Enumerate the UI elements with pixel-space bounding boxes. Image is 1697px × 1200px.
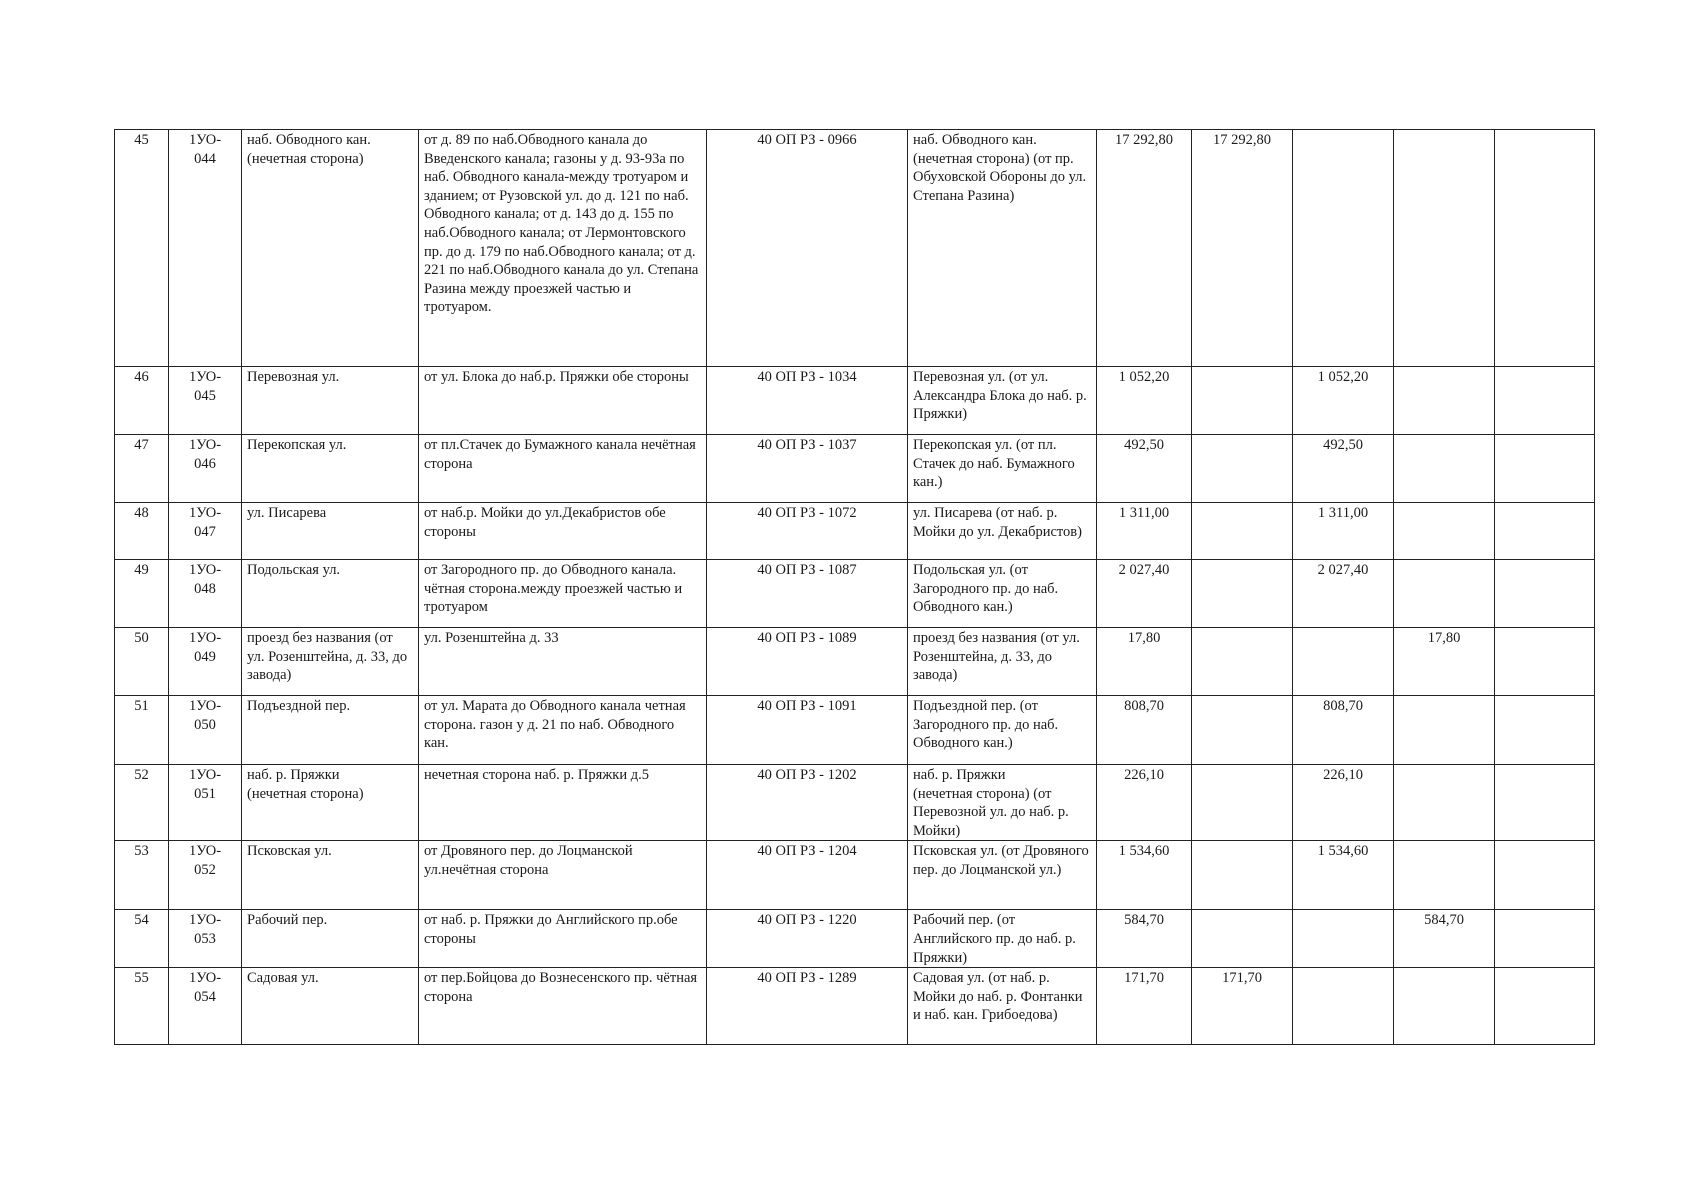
area-category-2-cell: 226,10	[1293, 765, 1394, 841]
table-row	[115, 696, 1595, 765]
registry-number-cell: 40 ОП РЗ - 1220	[707, 910, 908, 968]
area-category-3-cell: 17,80	[1394, 628, 1495, 696]
location-description-cell: от Дровяного пер. до Лоцманской ул.нечётная сторона	[419, 841, 707, 910]
total-area-cell: 17,80	[1097, 628, 1192, 696]
row-number-cell: 51	[115, 696, 169, 765]
area-category-4-cell	[1495, 696, 1595, 765]
total-area-cell: 1 534,60	[1097, 841, 1192, 910]
location-description-cell: нечетная сторона наб. р. Пряжки д.5	[419, 765, 707, 841]
registry-number-cell: 40 ОП РЗ - 1034	[707, 367, 908, 435]
object-code-cell: 1УО- 044	[169, 130, 242, 367]
table-row	[115, 968, 1595, 1045]
area-category-4-cell	[1495, 435, 1595, 503]
object-code-cell: 1УО- 049	[169, 628, 242, 696]
area-category-3-cell	[1394, 968, 1495, 1045]
location-description-cell: от д. 89 по наб.Обводного канала до Введенского канала; газоны у д. 93-93а по наб. Обводного канала-между тротуаром и зданием; от Рузовской ул. до д. 121 по наб. Обводного канала; от д. 143 до д. 155 по наб.Обводного канала; от Лермонтовского пр. до д. 179 по наб.Обводного канала; от д. 221 по наб.Обводного канала до ул. Степана Разина между проезжей частью и тротуаром.	[419, 130, 707, 367]
area-category-4-cell	[1495, 367, 1595, 435]
area-category-1-cell	[1192, 628, 1293, 696]
registry-name-cell: наб. Обводного кан. (нечетная сторона) (от пр. Обуховской Обороны до ул. Степана Разина)	[908, 130, 1097, 367]
registry-name-cell: Псковская ул. (от Дровяного пер. до Лоцманской ул.)	[908, 841, 1097, 910]
area-category-1-cell	[1192, 435, 1293, 503]
row-number-cell: 47	[115, 435, 169, 503]
total-area-cell: 171,70	[1097, 968, 1192, 1045]
object-name-cell: Подольская ул.	[242, 560, 419, 628]
object-name-cell: наб. Обводного кан. (нечетная сторона)	[242, 130, 419, 367]
total-area-cell: 492,50	[1097, 435, 1192, 503]
table-row	[115, 435, 1595, 503]
row-number-cell: 45	[115, 130, 169, 367]
total-area-cell: 1 052,20	[1097, 367, 1192, 435]
area-category-1-cell	[1192, 503, 1293, 560]
object-code-cell: 1УО- 050	[169, 696, 242, 765]
object-name-cell: Подъездной пер.	[242, 696, 419, 765]
object-name-cell: ул. Писарева	[242, 503, 419, 560]
location-description-cell: ул. Розенштейна д. 33	[419, 628, 707, 696]
area-category-4-cell	[1495, 628, 1595, 696]
area-category-1-cell	[1192, 367, 1293, 435]
area-category-1-cell	[1192, 765, 1293, 841]
area-category-3-cell	[1394, 130, 1495, 367]
location-description-cell: от наб.р. Мойки до ул.Декабристов обе стороны	[419, 503, 707, 560]
registry-name-cell: Подольская ул. (от Загородного пр. до наб. Обводного кан.)	[908, 560, 1097, 628]
area-category-2-cell	[1293, 968, 1394, 1045]
registry-name-cell: Садовая ул. (от наб. р. Мойки до наб. р. Фонтанки и наб. кан. Грибоедова)	[908, 968, 1097, 1045]
row-number-cell: 52	[115, 765, 169, 841]
area-category-2-cell	[1293, 628, 1394, 696]
registry-number-cell: 40 ОП РЗ - 1204	[707, 841, 908, 910]
area-category-1-cell	[1192, 910, 1293, 968]
row-number-cell: 48	[115, 503, 169, 560]
table-row	[115, 910, 1595, 968]
greenery-table	[114, 129, 1595, 1045]
object-name-cell: Перевозная ул.	[242, 367, 419, 435]
registry-name-cell: проезд без названия (от ул. Розенштейна, д. 33, до завода)	[908, 628, 1097, 696]
object-name-cell: Садовая ул.	[242, 968, 419, 1045]
object-name-cell: Рабочий пер.	[242, 910, 419, 968]
area-category-3-cell	[1394, 435, 1495, 503]
location-description-cell: от пл.Стачек до Бумажного канала нечётная сторона	[419, 435, 707, 503]
object-code-cell: 1УО- 045	[169, 367, 242, 435]
registry-name-cell: Перекопская ул. (от пл. Стачек до наб. Бумажного кан.)	[908, 435, 1097, 503]
area-category-4-cell	[1495, 841, 1595, 910]
area-category-2-cell: 1 534,60	[1293, 841, 1394, 910]
location-description-cell: от ул. Блока до наб.р. Пряжки обе стороны	[419, 367, 707, 435]
area-category-2-cell: 808,70	[1293, 696, 1394, 765]
area-category-1-cell: 17 292,80	[1192, 130, 1293, 367]
table-row	[115, 628, 1595, 696]
table-row	[115, 503, 1595, 560]
registry-number-cell: 40 ОП РЗ - 1091	[707, 696, 908, 765]
area-category-3-cell	[1394, 560, 1495, 628]
registry-name-cell: Перевозная ул. (от ул. Александра Блока до наб. р. Пряжки)	[908, 367, 1097, 435]
area-category-3-cell: 584,70	[1394, 910, 1495, 968]
area-category-4-cell	[1495, 503, 1595, 560]
area-category-2-cell	[1293, 130, 1394, 367]
registry-number-cell: 40 ОП РЗ - 1037	[707, 435, 908, 503]
row-number-cell: 50	[115, 628, 169, 696]
row-number-cell: 54	[115, 910, 169, 968]
total-area-cell: 226,10	[1097, 765, 1192, 841]
object-name-cell: Псковская ул.	[242, 841, 419, 910]
area-category-2-cell: 492,50	[1293, 435, 1394, 503]
area-category-2-cell: 1 311,00	[1293, 503, 1394, 560]
object-name-cell: Перекопская ул.	[242, 435, 419, 503]
area-category-4-cell	[1495, 765, 1595, 841]
object-code-cell: 1УО- 047	[169, 503, 242, 560]
object-code-cell: 1УО- 048	[169, 560, 242, 628]
registry-number-cell: 40 ОП РЗ - 1072	[707, 503, 908, 560]
table-row	[115, 841, 1595, 910]
total-area-cell: 584,70	[1097, 910, 1192, 968]
object-name-cell: проезд без названия (от ул. Розенштейна, д. 33, до завода)	[242, 628, 419, 696]
area-category-1-cell: 171,70	[1192, 968, 1293, 1045]
area-category-2-cell: 2 027,40	[1293, 560, 1394, 628]
area-category-4-cell	[1495, 968, 1595, 1045]
area-category-3-cell	[1394, 367, 1495, 435]
table-row	[115, 560, 1595, 628]
location-description-cell: от наб. р. Пряжки до Английского пр.обе стороны	[419, 910, 707, 968]
area-category-1-cell	[1192, 841, 1293, 910]
object-code-cell: 1УО- 054	[169, 968, 242, 1045]
area-category-2-cell	[1293, 910, 1394, 968]
row-number-cell: 53	[115, 841, 169, 910]
total-area-cell: 808,70	[1097, 696, 1192, 765]
registry-name-cell: ул. Писарева (от наб. р. Мойки до ул. Декабристов)	[908, 503, 1097, 560]
table-row	[115, 367, 1595, 435]
object-code-cell: 1УО- 052	[169, 841, 242, 910]
table-row	[115, 765, 1595, 841]
registry-number-cell: 40 ОП РЗ - 1289	[707, 968, 908, 1045]
total-area-cell: 17 292,80	[1097, 130, 1192, 367]
object-code-cell: 1УО- 051	[169, 765, 242, 841]
area-category-3-cell	[1394, 696, 1495, 765]
total-area-cell: 2 027,40	[1097, 560, 1192, 628]
table-row	[115, 130, 1595, 367]
area-category-4-cell	[1495, 910, 1595, 968]
registry-name-cell: Рабочий пер. (от Английского пр. до наб. р. Пряжки)	[908, 910, 1097, 968]
area-category-4-cell	[1495, 560, 1595, 628]
registry-number-cell: 40 ОП РЗ - 1089	[707, 628, 908, 696]
registry-name-cell: Подъездной пер. (от Загородного пр. до наб. Обводного кан.)	[908, 696, 1097, 765]
location-description-cell: от Загородного пр. до Обводного канала. чётная сторона.между проезжей частью и тротуаром	[419, 560, 707, 628]
area-category-1-cell	[1192, 560, 1293, 628]
registry-number-cell: 40 ОП РЗ - 1087	[707, 560, 908, 628]
object-name-cell: наб. р. Пряжки (нечетная сторона)	[242, 765, 419, 841]
area-category-3-cell	[1394, 841, 1495, 910]
area-category-2-cell: 1 052,20	[1293, 367, 1394, 435]
location-description-cell: от пер.Бойцова до Вознесенского пр. чётная сторона	[419, 968, 707, 1045]
total-area-cell: 1 311,00	[1097, 503, 1192, 560]
area-category-4-cell	[1495, 130, 1595, 367]
table-body	[115, 130, 1595, 1045]
object-code-cell: 1УО- 046	[169, 435, 242, 503]
object-code-cell: 1УО- 053	[169, 910, 242, 968]
location-description-cell: от ул. Марата до Обводного канала четная сторона. газон у д. 21 по наб. Обводного кан.	[419, 696, 707, 765]
registry-name-cell: наб. р. Пряжки (нечетная сторона) (от Перевозной ул. до наб. р. Мойки)	[908, 765, 1097, 841]
row-number-cell: 49	[115, 560, 169, 628]
area-category-1-cell	[1192, 696, 1293, 765]
area-category-3-cell	[1394, 503, 1495, 560]
registry-number-cell: 40 ОП РЗ - 0966	[707, 130, 908, 367]
row-number-cell: 46	[115, 367, 169, 435]
area-category-3-cell	[1394, 765, 1495, 841]
row-number-cell: 55	[115, 968, 169, 1045]
registry-number-cell: 40 ОП РЗ - 1202	[707, 765, 908, 841]
